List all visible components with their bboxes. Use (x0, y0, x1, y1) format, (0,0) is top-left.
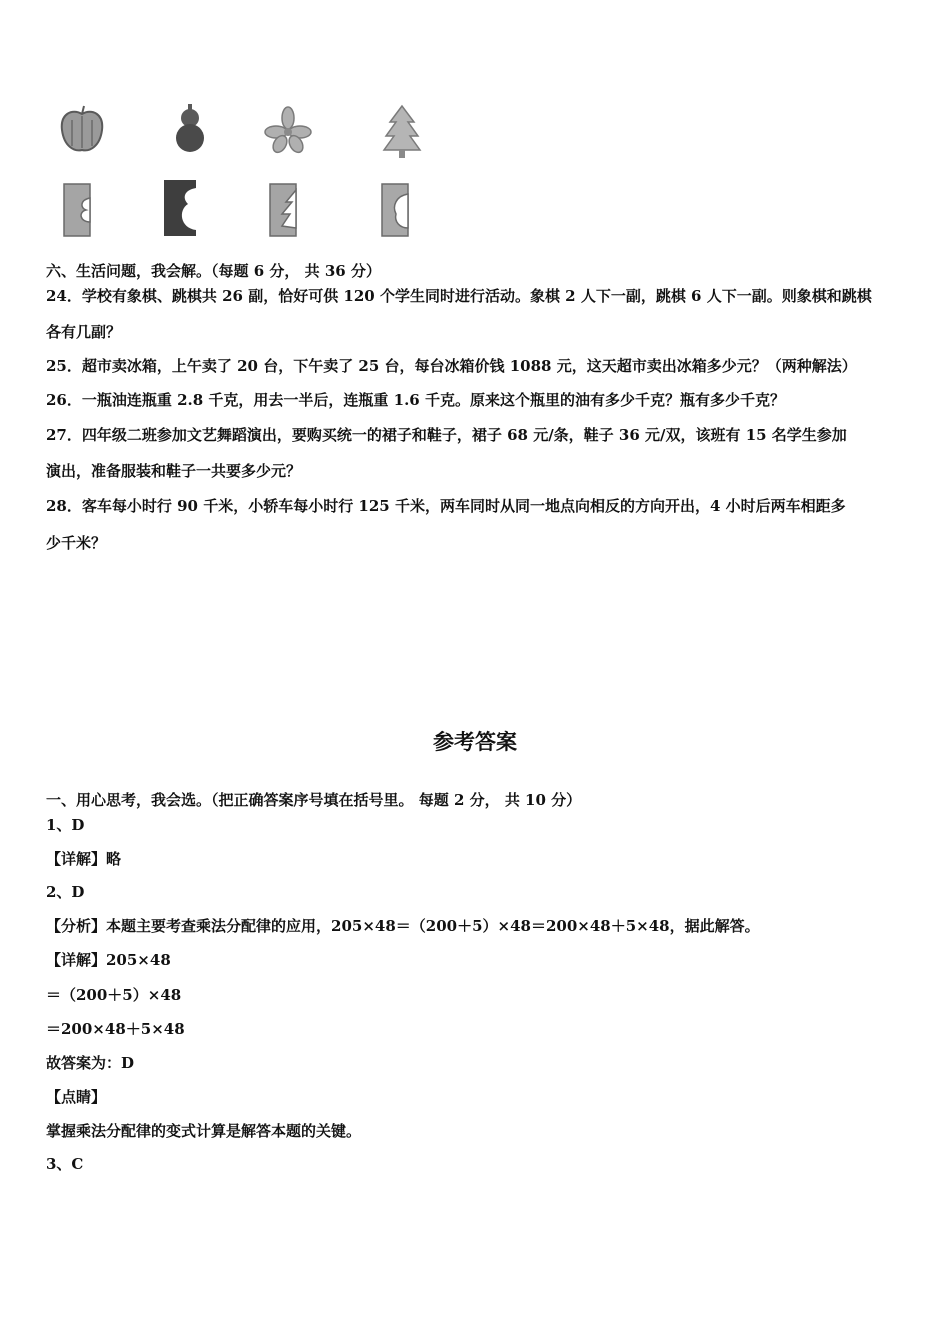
question-27-line1: 27．四年级二班参加文艺舞蹈演出，要购买统一的裙子和鞋子，裙子 68 元/条，鞋子 36 元/双，该班有 15 名学生参加 (46, 426, 847, 444)
question-27-line2: 演出，准备服装和鞋子一共要多少元？ (46, 462, 302, 480)
question-28-line2: 少千米？ (46, 534, 107, 552)
tree-shape-icon (372, 100, 432, 164)
answer-3: 3、C (46, 1155, 84, 1173)
apple-shape-icon (52, 100, 112, 164)
section6-heading: 六、生活问题，我会解。（每题 6 分， 共 36 分） (46, 262, 381, 280)
answer-2-detail: 【详解】205×48 (46, 951, 171, 969)
answer-2-tip: 掌握乘法分配律的变式计算是解答本题的关键。 (46, 1122, 362, 1140)
flower-shape-icon (258, 100, 318, 164)
question-26: 26．一瓶油连瓶重 2.8 千克，用去一半后，连瓶重 1.6 千克。原来这个瓶里的油有多少千克？瓶有多少千克？ (46, 391, 785, 409)
card-gourd-cutout-icon (158, 176, 218, 240)
question-25: 25．超市卖冰箱，上午卖了 20 台，下午卖了 25 台，每台冰箱价钱 1088 元，这天超市卖出冰箱多少元？（两种解法） (46, 357, 857, 375)
card-apple-cutout-icon (374, 178, 434, 242)
answers-section1-heading: 一、用心思考，我会选。（把正确答案序号填在括号里。 每题 2 分， 共 10 分） (46, 791, 582, 809)
answers-title: 参考答案 (433, 729, 517, 754)
answer-2-analysis: 【分析】本题主要考查乘法分配律的应用，205×48＝（200＋5）×48＝200×48＋5×48，据此解答。 (46, 917, 760, 935)
answer-2: 2、D (46, 883, 85, 901)
card-flower-cutout-icon (56, 178, 116, 242)
question-24-line2: 各有几副？ (46, 323, 122, 341)
answer-2-step2: ＝200×48＋5×48 (46, 1020, 185, 1038)
answer-2-step1: ＝（200＋5）×48 (46, 986, 182, 1004)
question-28-line1: 28．客车每小时行 90 千米，小轿车每小时行 125 千米，两车同时从同一地点向相反的方向开出，4 小时后两车相距多 (46, 497, 846, 515)
card-tree-cutout-icon (262, 178, 322, 242)
answer-1-detail: 【详解】略 (46, 850, 122, 868)
answer-2-conclusion: 故答案为：D (46, 1054, 135, 1072)
answer-2-tip-label: 【点睛】 (46, 1088, 107, 1106)
answer-1: 1、D (46, 816, 85, 834)
question-24-line1: 24．学校有象棋、跳棋共 26 副，恰好可供 120 个学生同时进行活动。象棋 2 人下一副，跳棋 6 人下一副。则象棋和跳棋 (46, 287, 872, 305)
gourd-shape-icon (160, 100, 220, 164)
